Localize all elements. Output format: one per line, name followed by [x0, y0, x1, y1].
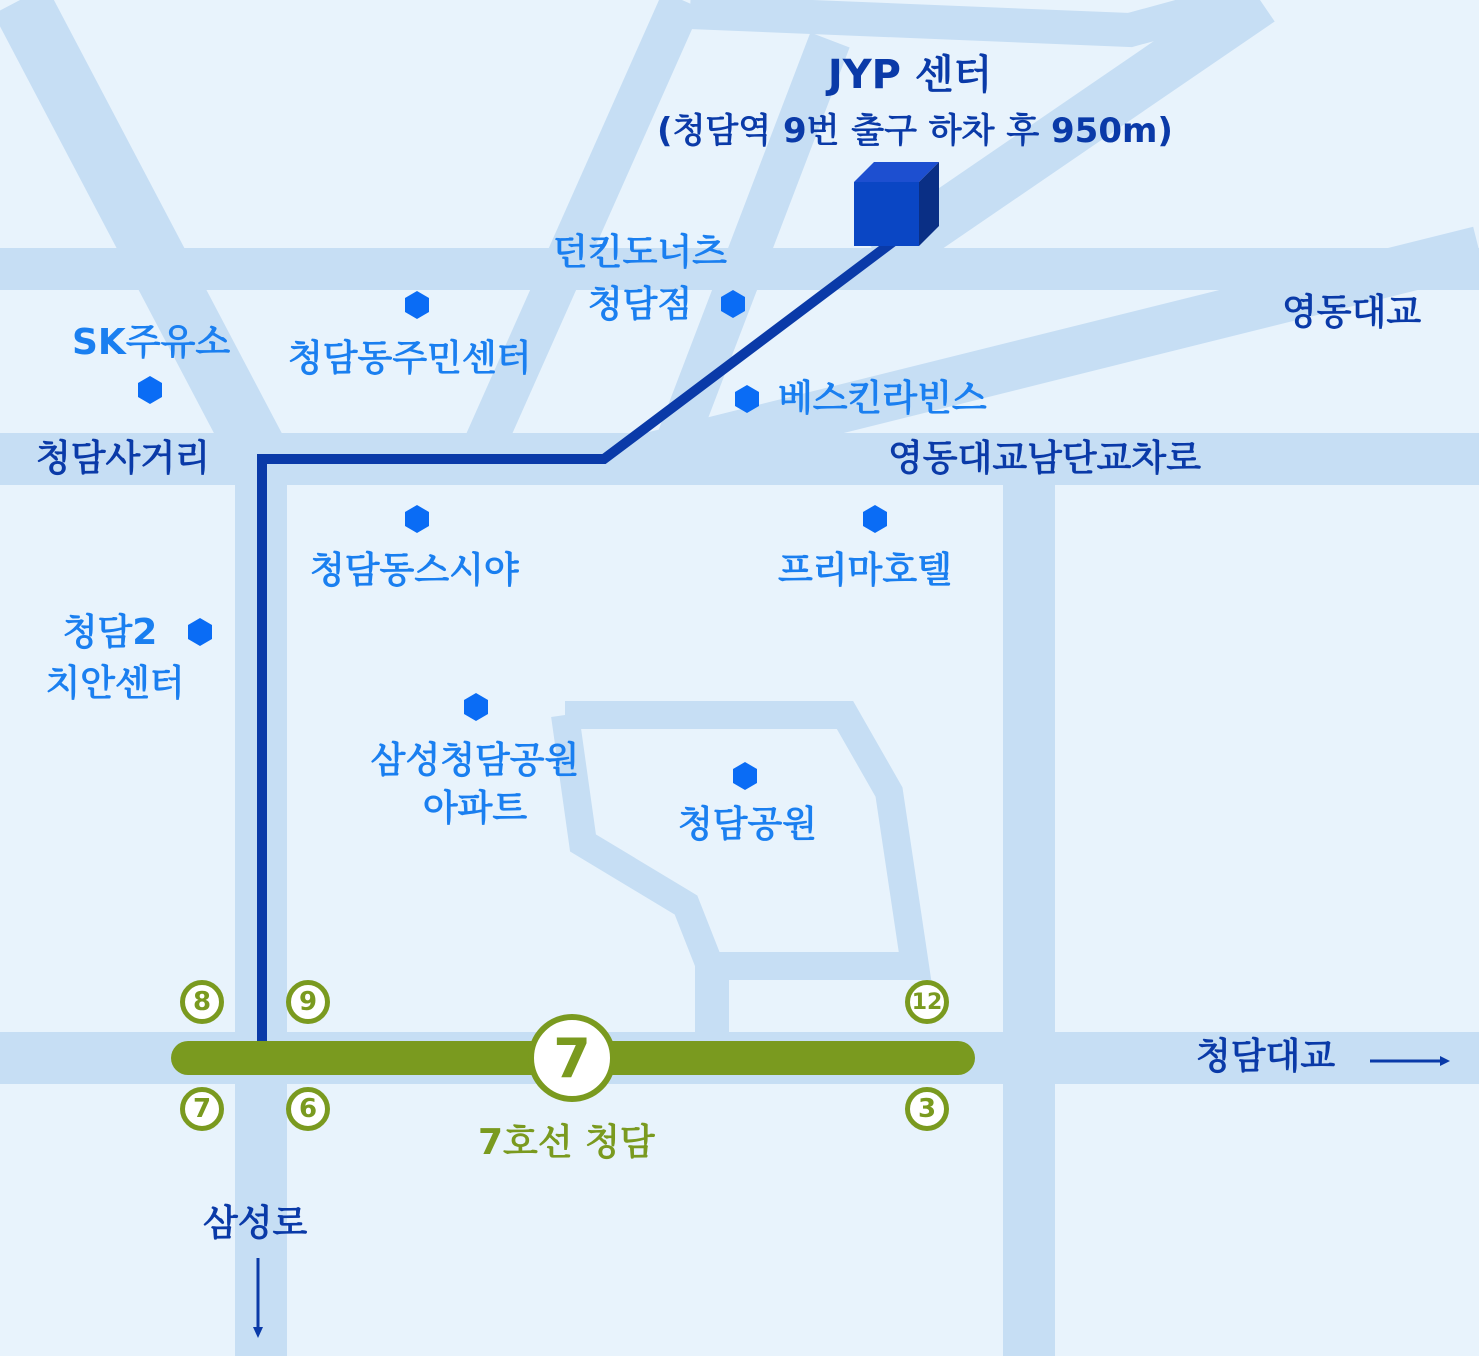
poi-label-apartment-2: 아파트: [422, 788, 528, 829]
poi-label-dunkin-2: 청담점: [587, 284, 693, 325]
exit-6-badge: 6: [286, 1087, 330, 1131]
road-label-intersection: 청담사거리: [36, 438, 210, 479]
poi-marker-sk-gas: [138, 376, 162, 404]
road-label-samseong-ro: 삼성로: [203, 1203, 308, 1244]
road-label-cheongdam-bridge: 청담대교: [1196, 1036, 1336, 1077]
poi-marker-apartment: [464, 693, 488, 721]
building-cube-icon: [854, 162, 939, 246]
poi-label-dunkin-1: 던킨도너츠: [553, 232, 727, 273]
road-label-yeongdong-south: 영동대교남단교차로: [888, 438, 1201, 479]
subway-line-badge: 7: [528, 1014, 616, 1102]
poi-marker-prima: [863, 505, 887, 533]
poi-marker-community-center: [405, 291, 429, 319]
station-name: 7호선 청담: [478, 1122, 655, 1163]
arrow-right-icon: [1440, 1056, 1450, 1066]
poi-label-community-center: 청담동주민센터: [288, 338, 532, 379]
poi-label-apartment-1: 삼성청담공원: [370, 740, 580, 781]
arrow-down-icon: [253, 1327, 263, 1338]
exit-12-badge: 12: [905, 980, 949, 1024]
exit-8-badge: 8: [180, 980, 224, 1024]
poi-label-sk-gas: SK주유소: [72, 322, 231, 363]
destination-subtitle: (청담역 9번 출구 하차 후 950m): [657, 111, 1173, 151]
poi-label-sia: 청담동스시야: [310, 550, 519, 591]
poi-marker-park: [733, 762, 757, 790]
poi-marker-baskin: [735, 385, 759, 413]
poi-label-park: 청담공원: [677, 804, 818, 845]
poi-label-prima: 프리마호텔: [778, 550, 952, 591]
destination-title: JYP 센터: [827, 52, 993, 98]
road-label-yeongdong-bridge: 영동대교: [1282, 292, 1422, 333]
exit-3-badge: 3: [905, 1087, 949, 1131]
poi-marker-dental: [188, 618, 212, 646]
poi-marker-sia: [405, 505, 429, 533]
poi-label-dental-2: 치안센터: [45, 663, 185, 704]
exit-9-badge: 9: [286, 980, 330, 1024]
exit-7-badge: 7: [180, 1087, 224, 1131]
poi-label-dental-1: 청담2: [62, 612, 158, 653]
poi-label-baskin: 베스킨라빈스: [778, 378, 987, 419]
